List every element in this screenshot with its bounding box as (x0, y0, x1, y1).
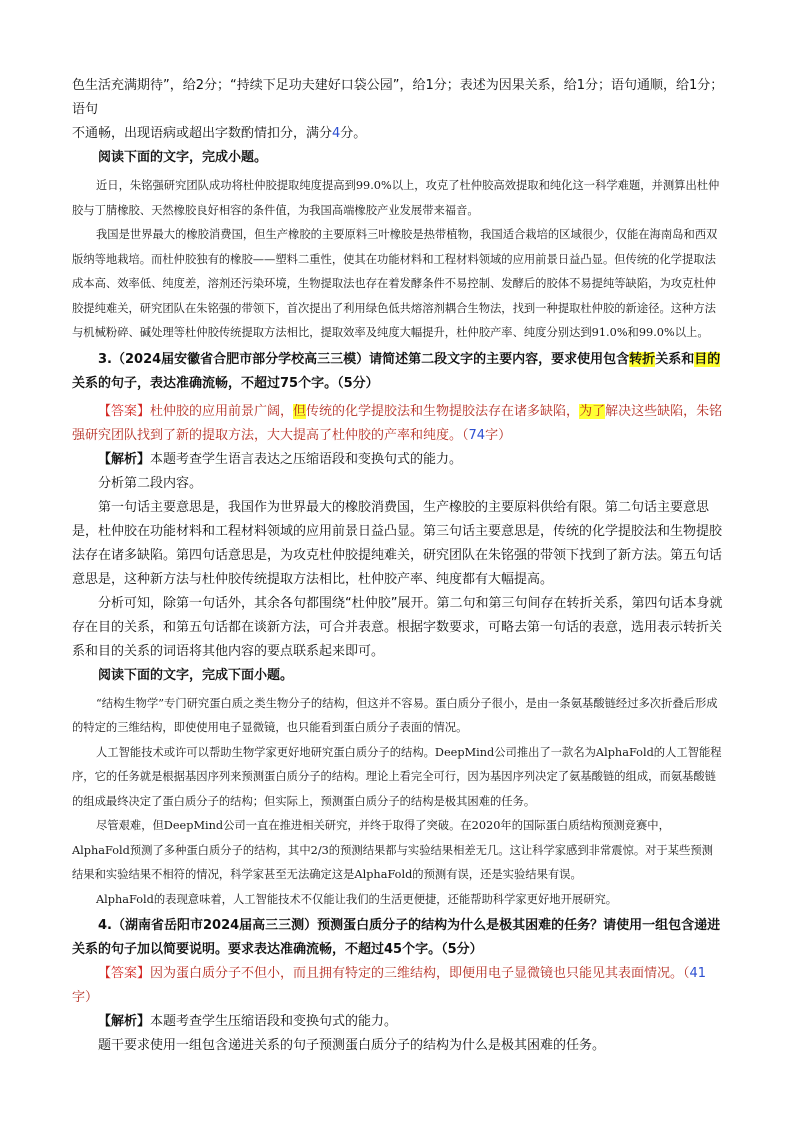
full-score-value: 4 (332, 126, 341, 141)
passage2-paragraph-4: AlphaFold的表现意味着，人工智能技术不仅能让我们的生活更便捷，还能帮助科学家更好地开展研究。 (96, 892, 618, 906)
analysis-4-paragraph-1: 题干要求使用一组包含递进关系的句子预测蛋白质分子的结构为什么是极其困难的任务。 (98, 1038, 606, 1053)
reading-instruction-2: 阅读下面的文字，完成下面小题。 (98, 667, 294, 683)
passage1-paragraph-2: 我国是世界最大的橡胶消费国，但生产橡胶的主要原料三叶橡胶是热带植物，我国适合栽培的区域很少，仅能在海南岛和西双版纳等地栽培。而杜仲胶独有的橡胶——塑料二重性，使其在功能材料和工程材料领域的应用前景日益凸显。但传统的化学提取法成本高、效率低、纯度差，溶剂还污染环境，生物提取法也存在着发酵条件不易控制、发酵后的胶体不易提纯等缺陷，为攻克杜仲胶提纯难关，研究团队在朱铭强的带领下，首次提出了利用绿色低共熔溶剂耦合生物法，找到一种提取杜仲胶的新途径。这种方法与机械粉碎、碱处理等杜仲胶传统提取方法相比，提取效率及纯度大幅提升，杜仲胶产率、纯度分别达到91.0%和99.0%以上。 (72, 228, 718, 339)
answer-3 (72, 400, 724, 448)
answer-4-text: 因为蛋白质分子不但小，而且拥有特定的三维结构，即便用电子显微镜也只能见其表面情况。（ (150, 966, 690, 981)
answer-4-end: 字） (72, 990, 99, 1005)
analysis-3-paragraph-1: 分析第二段内容。 (98, 475, 203, 491)
highlight-zhuanzhe: 转折 (629, 351, 656, 367)
analysis-3 (72, 448, 724, 472)
scoring-line-1: 色生活充满期待”，给2分；“持续下足功夫建好口袋公园”，给1分；表述为因果关系，给1分；语句通顺，给1分；语句 (72, 78, 724, 117)
document-page (72, 74, 724, 1058)
analysis-3-text: 本题考查学生语言表达之压缩语段和变换句式的能力。 (150, 451, 463, 467)
question-4: 4.（湖南省岳阳市2024届高三三测）预测蛋白质分子的结构为什么是极其困难的任务？请使用一组包含递进关系的句子加以简要说明。要求表达准确流畅，不超过45个字。（5分） (72, 918, 721, 957)
scoring-line-2-end: 分。 (340, 126, 367, 141)
question-3 (72, 348, 724, 396)
reading-instruction-1: 阅读下面的文字，完成小题。 (98, 150, 268, 165)
answer-4-char-count: 41 (689, 966, 707, 981)
highlight-dan: 但 (293, 403, 307, 419)
answer-3-part-c: 解决这些缺陷，朱铭强研究团队找到了新的提取方法，大大提高了杜仲胶的产率和纯度。（ (72, 403, 723, 443)
passage2-paragraph-1: “结构生物学”专门研究蛋白质之类生物分子的结构，但这并不容易。蛋白质分子很小，是由一条氨基酸链经过多次折叠后形成的特定的三维结构，即使使用电子显微镜，也只能看到蛋白质分子表面的情况。 (72, 696, 718, 734)
analysis-tag: 【解析】 (98, 451, 151, 467)
passage1-paragraph-1: 近日，朱铭强研究团队成功将杜仲胶提取纯度提高到99.0%以上，攻克了杜仲胶高效提取和纯化这一科学难题，并测算出杜仲胶与丁腈橡胶、天然橡胶良好相容的条件值，为我国高端橡胶产业发展带来福音。 (72, 179, 720, 217)
answer-3-char-count: 74 (468, 427, 486, 443)
analysis-3-paragraph-2: 第一句话主要意思是，我国作为世界最大的橡胶消费国，生产橡胶的主要原料供给有限。第二句话主要意思是，杜仲胶在功能材料和工程材料领域的应用前景日益凸显。第三句话主要意思是，传统的化学提胶法和生物提胶法存在诸多缺陷。第四句话意思是，为攻克杜仲胶提纯难关，研究团队在朱铭强的带领下找到了新方法。第五句话意思是，这种新方法与杜仲胶传统提取方法相比，杜仲胶产率、纯度都有大幅提高。 (72, 499, 723, 587)
answer-3-part-b: 传统的化学提胶法和生物提胶法存在诸多缺陷， (306, 403, 580, 419)
question-3-text-a: 3.（2024届安徽省合肥市部分学校高三三模）请简述第二段文字的主要内容，要求使用包含 (98, 351, 630, 367)
question-3-text-c: 关系的句子，表达准确流畅，不超过75个字。（5分） (72, 375, 379, 391)
answer-3-part-a: 杜仲胶的应用前景广阔， (150, 403, 294, 419)
question-3-text-b: 关系和 (655, 351, 695, 367)
answer-3-end: 字） (485, 427, 512, 443)
answer-4-tag: 【答案】 (98, 966, 151, 981)
analysis-3-paragraph-3: 分析可知，除第一句话外，其余各句都围绕“杜仲胶”展开。第二句和第三句间存在转折关系，第四句话本身就存在目的关系，和第五句话都在谈新方法，可合并表意。根据字数要求，可略去第一句话的表意，选用表示转折关系和目的关系的词语将其他内容的要点联系起来即可。 (72, 595, 723, 659)
analysis-4-text: 本题考查学生压缩语段和变换句式的能力。 (150, 1014, 398, 1029)
analysis-4 (72, 1010, 724, 1034)
scoring-line-2 (72, 122, 724, 146)
answer-4 (72, 962, 724, 1010)
highlight-mudi: 目的 (694, 351, 721, 367)
answer-tag: 【答案】 (98, 403, 151, 419)
passage2-paragraph-3: 尽管艰难，但DeepMind公司一直在推进相关研究，并终于取得了突破。在2020年的国际蛋白质结构预测竞赛中，AlphaFold预测了多种蛋白质分子的结构，其中2/3的预测结果都与实验结果相差无几。这让科学家感到非常震惊。对于某些预测结果和实验结果不相符的情况，科学家甚至无法确定这是AlphaFold的预测有误，还是实验结果有误。 (72, 819, 713, 881)
scoring-line-2-text: 不通畅，出现语病或超出字数酌情扣分，满分 (72, 126, 333, 141)
highlight-weile: 为了 (579, 403, 606, 419)
passage2-paragraph-2: 人工智能技术或许可以帮助生物学家更好地研究蛋白质分子的结构。DeepMind公司推出了一款名为AlphaFold的人工智能程序，它的任务就是根据基因序列来预测蛋白质分子的结构。理论上看完全可行，因为基因序列决定了氨基酸链的组成，而氨基酸链的组成最终决定了蛋白质分子的结构；但实际上，预测蛋白质分子的结构是极其困难的任务。 (72, 745, 722, 808)
analysis-4-tag: 【解析】 (98, 1014, 151, 1029)
